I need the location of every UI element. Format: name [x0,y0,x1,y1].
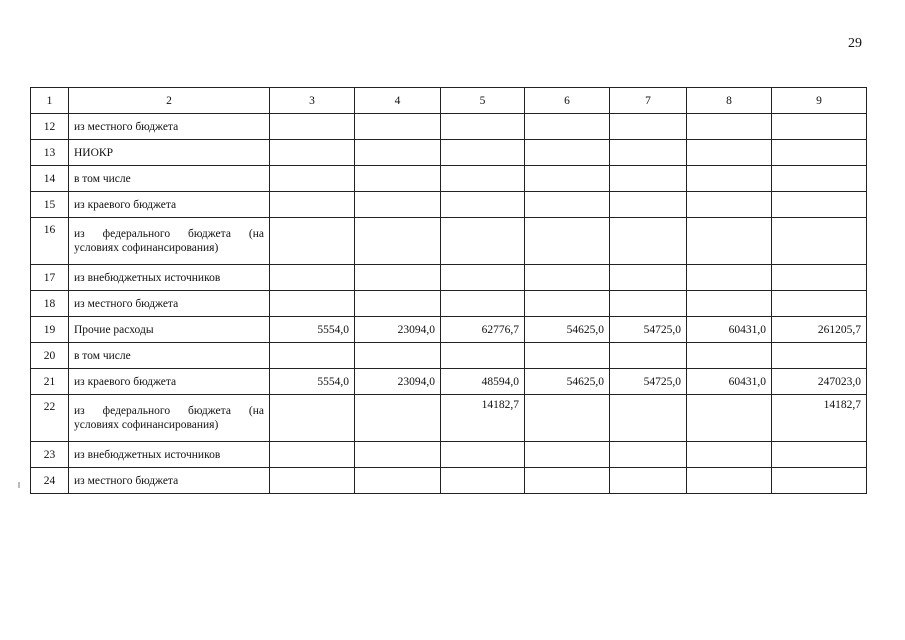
table-row [31,291,867,317]
table-row [31,265,867,291]
value-cell [687,468,772,494]
row-label: Прочие расходы [69,317,270,343]
table-row [31,192,867,218]
row-number: 16 [31,218,69,265]
row-number: 21 [31,369,69,395]
column-header: 4 [355,88,441,114]
row-label: в том числе [69,343,270,369]
row-label: из местного бюджета [69,291,270,317]
budget-table [30,87,867,494]
row-number: 12 [31,114,69,140]
value-cell [270,166,355,192]
value-cell: 23094,0 [355,369,441,395]
value-cell [270,265,355,291]
column-header: 8 [687,88,772,114]
value-cell [270,218,355,265]
value-cell [610,442,687,468]
row-number: 19 [31,317,69,343]
value-cell [772,265,867,291]
value-cell [525,114,610,140]
row-label: из федерального бюджета (на условиях софинансирования) [69,395,270,442]
row-number: 22 [31,395,69,442]
value-cell [525,442,610,468]
value-cell [525,218,610,265]
column-header: 6 [525,88,610,114]
column-header: 7 [610,88,687,114]
value-cell [270,114,355,140]
value-cell [355,192,441,218]
page-number: 29 [848,36,862,51]
value-cell: 54725,0 [610,369,687,395]
table-row [31,114,867,140]
value-cell [772,114,867,140]
value-cell [441,140,525,166]
value-cell [441,343,525,369]
row-label: из местного бюджета [69,114,270,140]
table-row [31,218,867,265]
table-row [31,166,867,192]
value-cell [687,192,772,218]
value-cell: 62776,7 [441,317,525,343]
value-cell [441,114,525,140]
value-cell [270,442,355,468]
value-cell [687,291,772,317]
value-cell [772,442,867,468]
value-cell: 54625,0 [525,317,610,343]
table-body [31,114,867,494]
row-label: из внебюджетных источников [69,265,270,291]
value-cell [270,468,355,494]
table-row [31,140,867,166]
value-cell [772,218,867,265]
value-cell [355,291,441,317]
value-cell: 48594,0 [441,369,525,395]
row-number: 18 [31,291,69,317]
row-number: 17 [31,265,69,291]
value-cell [772,192,867,218]
value-cell [355,114,441,140]
value-cell [772,343,867,369]
value-cell [772,291,867,317]
value-cell [441,192,525,218]
value-cell [525,395,610,442]
row-label: из местного бюджета [69,468,270,494]
value-cell [441,265,525,291]
value-cell [441,166,525,192]
row-label: НИОКР [69,140,270,166]
value-cell [525,265,610,291]
column-header: 5 [441,88,525,114]
value-cell: 247023,0 [772,369,867,395]
value-cell: 54725,0 [610,317,687,343]
row-number: 15 [31,192,69,218]
value-cell [687,140,772,166]
value-cell: 14182,7 [772,395,867,442]
table-row [31,317,867,343]
value-cell [270,192,355,218]
value-cell [441,442,525,468]
row-label: в том числе [69,166,270,192]
row-number: 23 [31,442,69,468]
value-cell [687,442,772,468]
value-cell [525,192,610,218]
value-cell [355,265,441,291]
value-cell: 23094,0 [355,317,441,343]
value-cell [610,140,687,166]
value-cell [772,140,867,166]
table-row [31,395,867,442]
row-number: 20 [31,343,69,369]
table-row [31,442,867,468]
value-cell [270,395,355,442]
table-row [31,369,867,395]
row-number: 13 [31,140,69,166]
value-cell [441,468,525,494]
value-cell [610,166,687,192]
value-cell: 14182,7 [441,395,525,442]
value-cell: 5554,0 [270,369,355,395]
value-cell [355,166,441,192]
value-cell [772,468,867,494]
value-cell [525,291,610,317]
value-cell [525,166,610,192]
value-cell [610,218,687,265]
value-cell [441,218,525,265]
row-number: 24 [31,468,69,494]
row-label: из внебюджетных источников [69,442,270,468]
value-cell [525,468,610,494]
table-header-row [31,88,867,114]
value-cell: 5554,0 [270,317,355,343]
value-cell [355,140,441,166]
value-cell [610,265,687,291]
value-cell [270,343,355,369]
column-header: 2 [69,88,270,114]
value-cell [270,291,355,317]
value-cell [355,395,441,442]
value-cell [270,140,355,166]
value-cell [610,468,687,494]
value-cell [687,114,772,140]
value-cell [687,218,772,265]
row-label: из федерального бюджета (на условиях софинансирования) [69,218,270,265]
value-cell: 54625,0 [525,369,610,395]
value-cell [687,265,772,291]
value-cell: 60431,0 [687,369,772,395]
value-cell: 261205,7 [772,317,867,343]
value-cell [355,218,441,265]
value-cell [610,114,687,140]
column-header: 3 [270,88,355,114]
value-cell [610,192,687,218]
value-cell [525,343,610,369]
value-cell: 60431,0 [687,317,772,343]
value-cell [355,468,441,494]
row-label: из краевого бюджета [69,369,270,395]
value-cell [355,442,441,468]
row-number: 14 [31,166,69,192]
table-row [31,468,867,494]
value-cell [610,291,687,317]
value-cell [525,140,610,166]
value-cell [441,291,525,317]
table-row [31,343,867,369]
value-cell [772,166,867,192]
value-cell [687,343,772,369]
value-cell [610,343,687,369]
value-cell [355,343,441,369]
row-label: из краевого бюджета [69,192,270,218]
column-header: 9 [772,88,867,114]
value-cell [687,166,772,192]
column-header: 1 [31,88,69,114]
value-cell [687,395,772,442]
value-cell [610,395,687,442]
scan-artifact [18,482,20,488]
